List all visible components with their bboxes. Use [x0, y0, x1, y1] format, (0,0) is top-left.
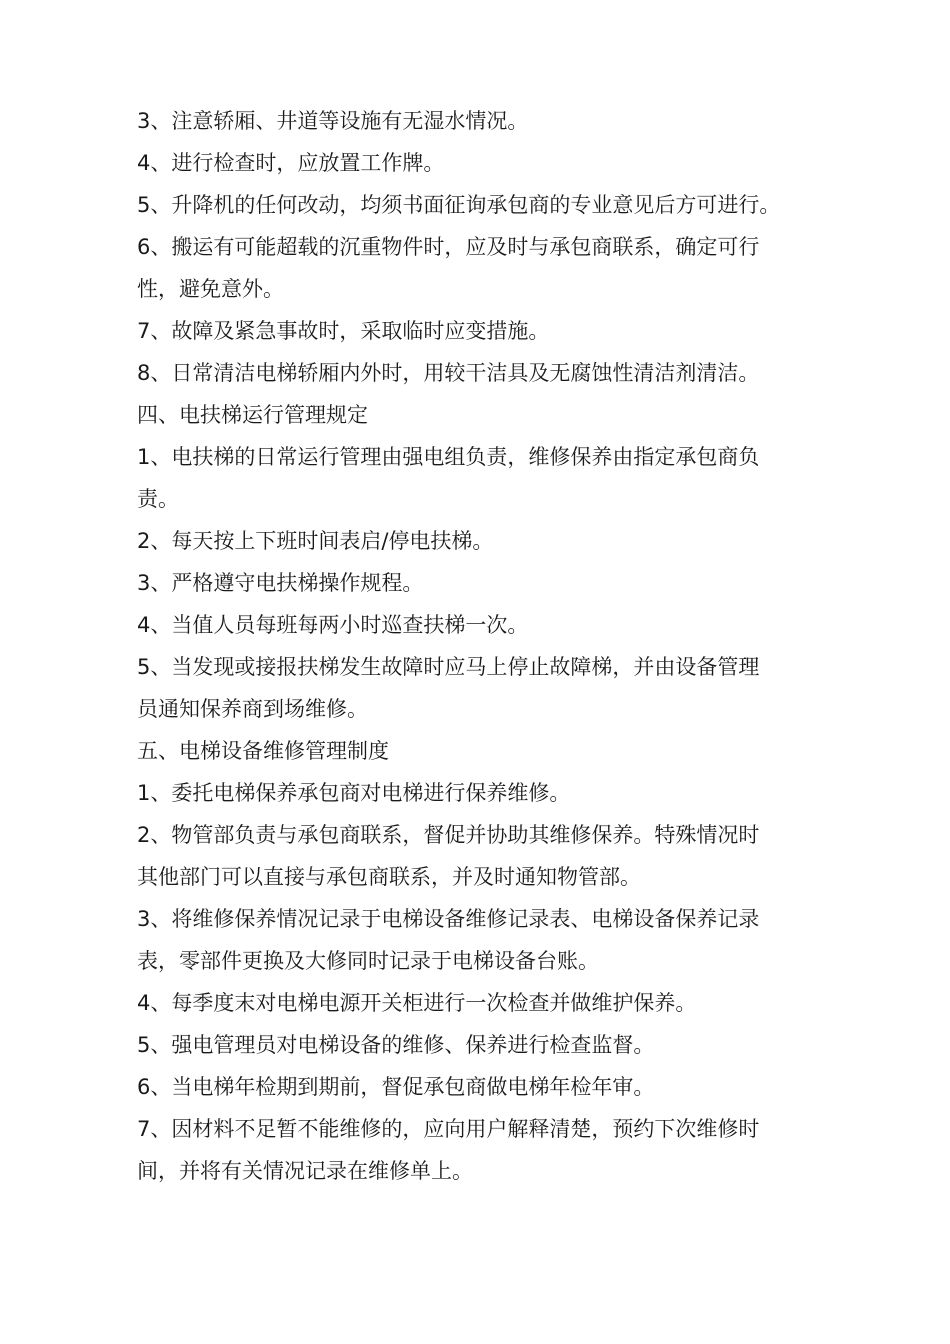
text-line: 性，避免意外。	[137, 277, 284, 301]
text-line: 1、委托电梯保养承包商对电梯进行保养维修。	[137, 781, 571, 805]
section-heading: 四、电扶梯运行管理规定	[137, 403, 368, 427]
text-line: 6、当电梯年检期到期前，督促承包商做电梯年检年审。	[137, 1075, 655, 1099]
text-line: 责。	[137, 487, 179, 511]
text-line: 7、故障及紧急事故时，采取临时应变措施。	[137, 319, 550, 343]
text-line: 其他部门可以直接与承包商联系，并及时通知物管部。	[137, 865, 641, 889]
document-body	[137, 100, 817, 1192]
text-line: 3、严格遵守电扶梯操作规程。	[137, 571, 424, 595]
text-line: 5、当发现或接报扶梯发生故障时应马上停止故障梯，并由设备管理	[137, 655, 760, 679]
text-line: 8、日常清洁电梯轿厢内外时，用较干洁具及无腐蚀性清洁剂清洁。	[137, 361, 760, 385]
text-line: 3、将维修保养情况记录于电梯设备维修记录表、电梯设备保养记录	[137, 907, 760, 931]
text-line: 表，零部件更换及大修同时记录于电梯设备台账。	[137, 949, 599, 973]
text-line: 1、电扶梯的日常运行管理由强电组负责，维修保养由指定承包商负	[137, 445, 760, 469]
text-line: 间，并将有关情况记录在维修单上。	[137, 1159, 473, 1183]
text-line: 员通知保养商到场维修。	[137, 697, 368, 721]
text-line: 2、物管部负责与承包商联系，督促并协助其维修保养。特殊情况时	[137, 823, 760, 847]
text-line: 5、强电管理员对电梯设备的维修、保养进行检查监督。	[137, 1033, 655, 1057]
text-line: 2、每天按上下班时间表启/停电扶梯。	[137, 529, 494, 553]
text-line: 4、每季度末对电梯电源开关柜进行一次检查并做维护保养。	[137, 991, 697, 1015]
text-line: 3、注意轿厢、井道等设施有无湿水情况。	[137, 109, 529, 133]
text-line: 6、搬运有可能超载的沉重物件时，应及时与承包商联系，确定可行	[137, 235, 760, 259]
text-line: 4、当值人员每班每两小时巡查扶梯一次。	[137, 613, 529, 637]
section-heading: 五、电梯设备维修管理制度	[137, 739, 389, 763]
text-line: 4、进行检查时，应放置工作牌。	[137, 151, 445, 175]
text-line: 5、升降机的任何改动，均须书面征询承包商的专业意见后方可进行。	[137, 193, 781, 217]
text-line: 7、因材料不足暂不能维修的，应向用户解释清楚，预约下次维修时	[137, 1117, 760, 1141]
